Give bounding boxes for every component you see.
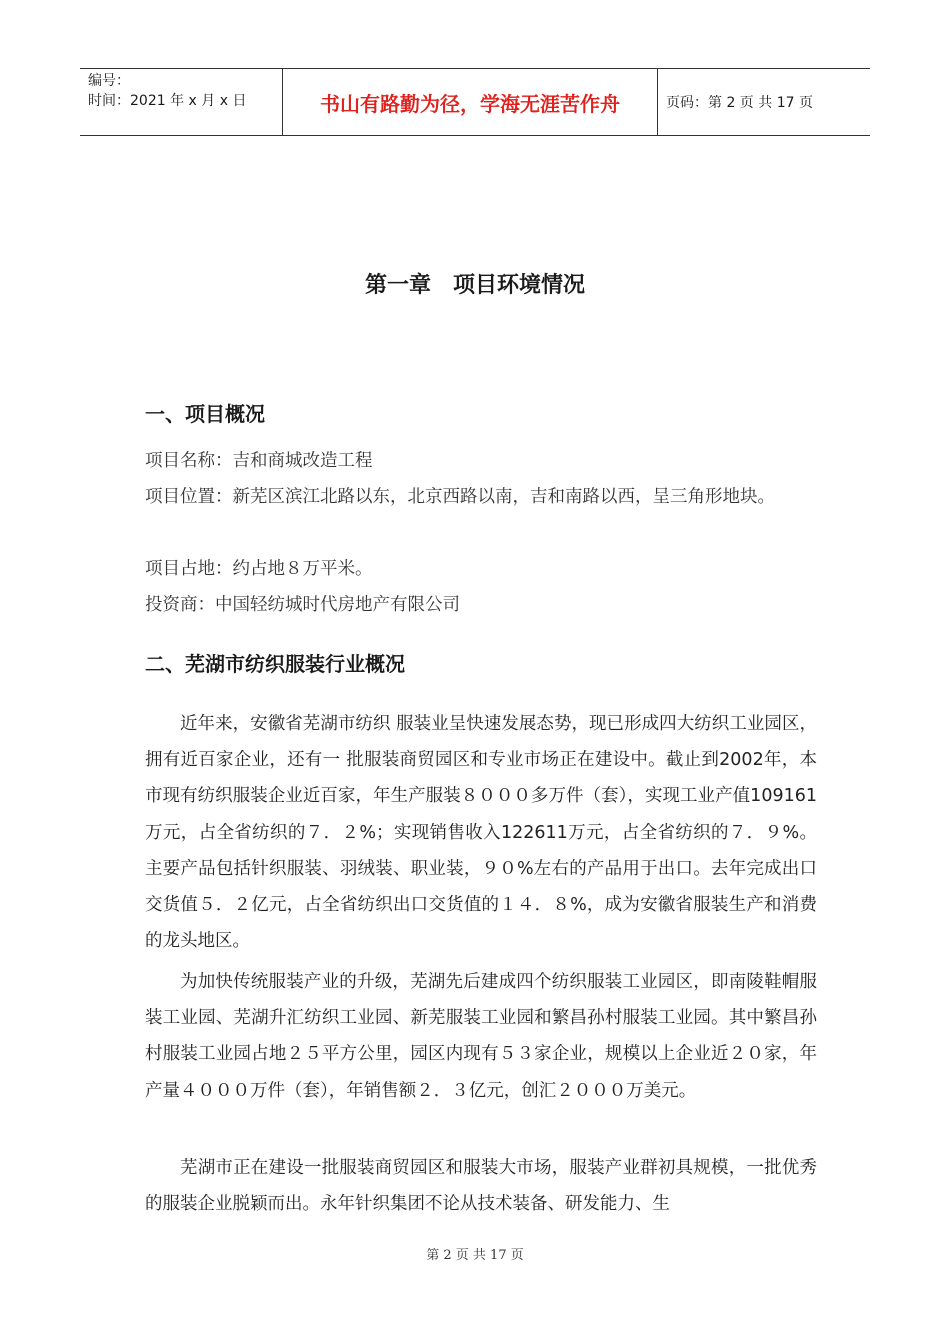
page-footer: 第 2 页 共 17 页 — [426, 1248, 524, 1263]
project-location-line: 项目位置：新芜区滨江北路以东，北京西路以南，吉和南路以西，呈三角形地块。 — [145, 487, 775, 507]
paragraph-2: 为加快传统服装产业的升级，芜湖先后建成四个纺织服装工业园区，即南陵鞋帽服装工业园、芜湖升汇纺织工业园、新芜服装工业园和繁昌孙村服装工业园。其中繁昌孙村服装工业园占地２５平方公里，园区内现有５３家企业，规模以上企业近２０家，年产量４０００万件（套），年销售额２．３亿元，创汇２０００万美元。 — [145, 972, 817, 1101]
header-motto: 书山有路勤为径，学海无涯苦作舟 — [282, 69, 658, 135]
paragraph-1: 近年来，安徽省芜湖市纺织 服装业呈快速发展态势，现已形成四大纺织工业园区，拥有近百家企业，还有一 批服装商贸园区和专业市场正在建设中。截止到2002年，本市现有纺织服装企业近百家，年生产服装８０００多万件（套），实现工业产值109161万元，占全省纺织的７．２%；实现销售收入122611万元，占全省纺织的７．９%。主要产品包括针织服装、羽绒装、职业装，９０%左右的产品用于出口。去年完成出口交货值５．２亿元，占全省纺织出口交货值的１４．８%，成为安徽省服装生产和消费的龙头地区。 — [145, 714, 817, 952]
header-left-cell — [80, 69, 282, 135]
project-name-line: 项目名称：吉和商城改造工程 — [145, 451, 373, 471]
number-label: 编号： — [88, 73, 130, 89]
paragraph-3: 芜湖市正在建设一批服装商贸园区和服装大市场，服装产业群初具规模，一批优秀的服装企业脱颖而出。永年针织集团不论从技术装备、研发能力、生 — [145, 1158, 817, 1215]
section2-heading: 二、芜湖市纺织服装行业概况 — [145, 652, 405, 676]
date-label: 时间：2021 年 x 月 x 日 — [88, 93, 247, 109]
project-investor-line: 投资商：中国轻纺城时代房地产有限公司 — [145, 595, 460, 615]
project-area-line: 项目占地：约占地８万平米。 — [145, 559, 373, 579]
header-table — [80, 68, 870, 136]
chapter-title: 第一章 项目环境情况 — [364, 273, 585, 298]
header-page-info: 页码：第 2 页 共 17 页 — [666, 95, 813, 111]
section1-heading: 一、项目概况 — [145, 402, 265, 426]
